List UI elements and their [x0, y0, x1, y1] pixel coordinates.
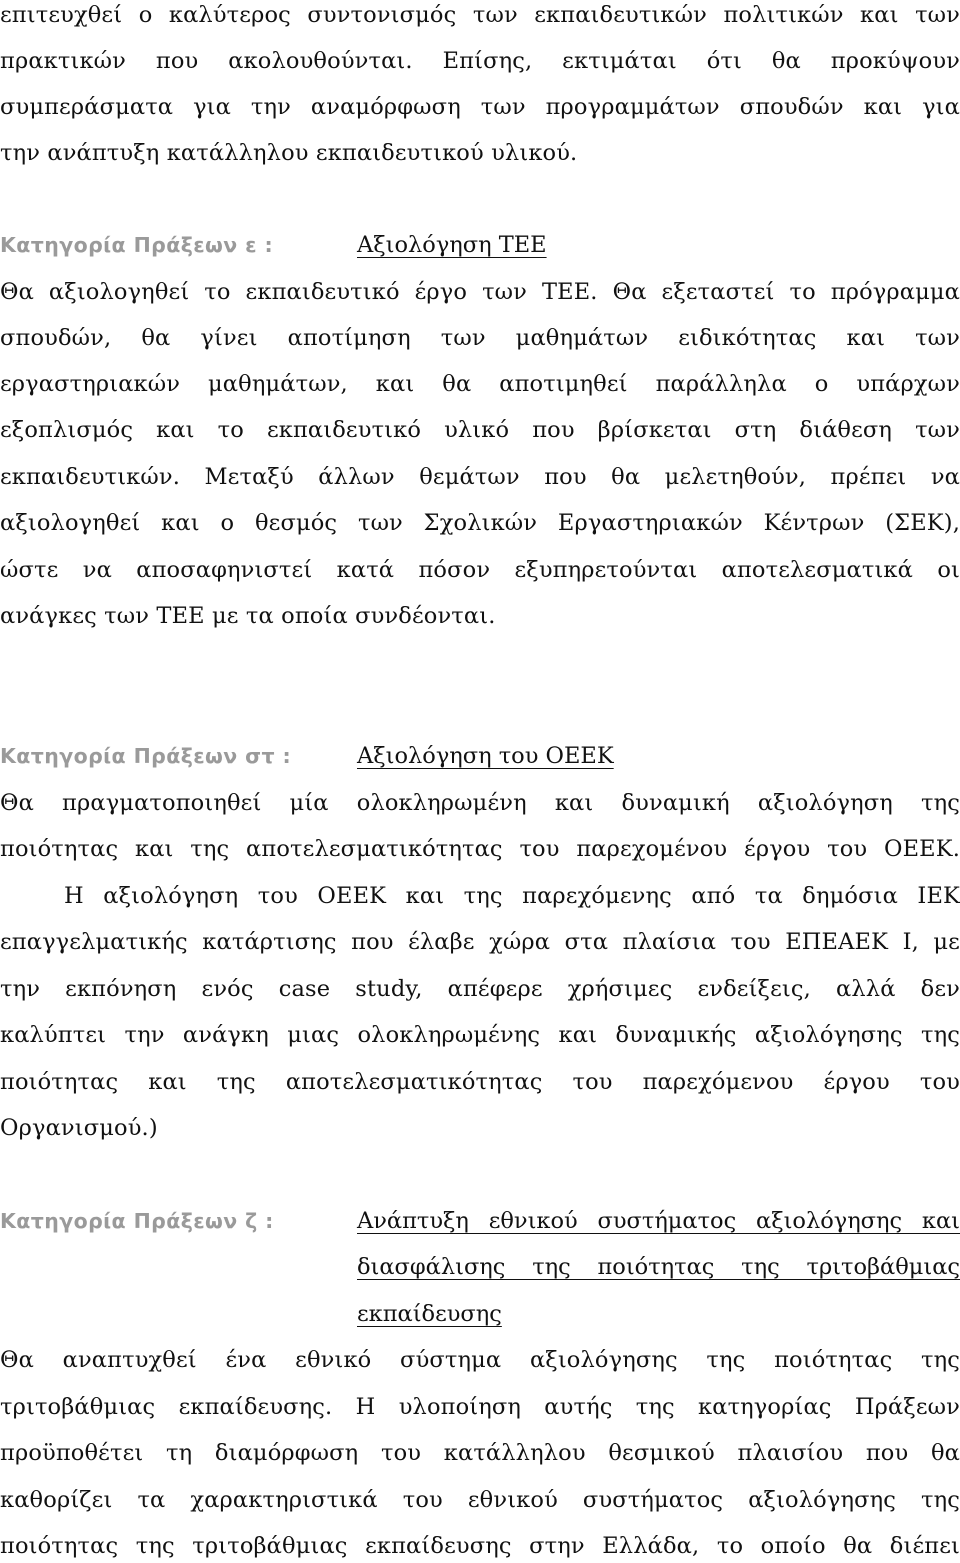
- body-line: εργαστηριακών μαθημάτων, και θα αποτιμηθεί παράλληλα ο υπάρχων: [0, 371, 960, 397]
- section-title-line: εκπαίδευσης: [357, 1301, 502, 1327]
- section-label: Κατηγορία Πράξεων στ :: [0, 744, 292, 768]
- body-line: ανάγκες των ΤΕΕ με τα οποία συνδέονται.: [0, 603, 496, 629]
- section-title: Αξιολόγηση του ΟΕΕΚ: [357, 743, 614, 769]
- section-title-line: Ανάπτυξη εθνικού συστήματος αξιολόγησης και: [357, 1208, 960, 1234]
- body-line: σπουδών, θα γίνει αποτίμηση των μαθημάτων ειδικότητας και των: [0, 325, 960, 351]
- intro-line: πρακτικών που ακολουθούνται. Επίσης, εκτιμάται ότι θα προκύψουν: [0, 48, 960, 74]
- intro-line: την ανάπτυξη κατάλληλου εκπαιδευτικού υλικού.: [0, 140, 578, 166]
- body-line: εκπαιδευτικών. Μεταξύ άλλων θεμάτων που θα μελετηθούν, πρέπει να: [0, 464, 960, 490]
- body-line: ποιότητας της τριτοβάθμιας εκπαίδευσης στην Ελλάδα, το οποίο θα διέπει: [0, 1533, 960, 1559]
- body-line: Θα αναπτυχθεί ένα εθνικό σύστημα αξιολόγησης της ποιότητας της: [0, 1347, 960, 1373]
- body-line: τριτοβάθμιας εκπαίδευσης. Η υλοποίηση αυτής της κατηγορίας Πράξεων: [0, 1394, 960, 1420]
- body-line: αξιολογηθεί και ο θεσμός των Σχολικών Εργαστηριακών Κέντρων (ΣΕΚ),: [0, 510, 960, 536]
- intro-line: επιτευχθεί ο καλύτερος συντονισμός των εκπαιδευτικών πολιτικών και των: [0, 2, 960, 28]
- body-line: Θα πραγματοποιηθεί μία ολοκληρωμένη και δυναμική αξιολόγηση της: [0, 790, 960, 816]
- body-line: καθορίζει τα χαρακτηριστικά του εθνικού συστήματος αξιολόγησης της: [0, 1487, 960, 1513]
- body-line: καλύπτει την ανάγκη μιας ολοκληρωμένης και δυναμικής αξιολόγησης της: [0, 1022, 960, 1048]
- body-line: προϋποθέτει τη διαμόρφωση του κατάλληλου θεσμικού πλαισίου που θα: [0, 1440, 960, 1466]
- section-title-line: διασφάλισης της ποιότητας της τριτοβάθμιας: [357, 1254, 960, 1280]
- body-line: ποιότητας και της αποτελεσματικότητας του παρεχόμενου έργου του: [0, 1069, 960, 1095]
- body-line: ποιότητας και της αποτελεσματικότητας του παρεχομένου έργου του ΟΕΕΚ.: [0, 836, 960, 862]
- body-line: Η αξιολόγηση του ΟΕΕΚ και της παρεχόμενης από τα δημόσια ΙΕΚ: [64, 883, 960, 909]
- body-line: την εκπόνηση ενός case study, απέφερε χρήσιμες ενδείξεις, αλλά δεν: [0, 976, 960, 1002]
- section-title: Αξιολόγηση ΤΕΕ: [357, 232, 547, 258]
- body-line: εξοπλισμός και το εκπαιδευτικό υλικό που βρίσκεται στη διάθεση των: [0, 417, 960, 443]
- body-line: Θα αξιολογηθεί το εκπαιδευτικό έργο των ΤΕΕ. Θα εξεταστεί το πρόγραμμα: [0, 279, 960, 305]
- section-label: Κατηγορία Πράξεων ε :: [0, 233, 274, 257]
- body-line: ώστε να αποσαφηνιστεί κατά πόσον εξυπηρετούνται αποτελεσματικά οι: [0, 557, 960, 583]
- section-label: Κατηγορία Πράξεων ζ :: [0, 1209, 274, 1233]
- body-line: Οργανισμού.): [0, 1115, 158, 1141]
- body-line: επαγγελματικής κατάρτισης που έλαβε χώρα στα πλαίσια του ΕΠΕΑΕΚ Ι, με: [0, 929, 960, 955]
- intro-line: συμπεράσματα για την αναμόρφωση των προγραμμάτων σπουδών και για: [0, 94, 960, 120]
